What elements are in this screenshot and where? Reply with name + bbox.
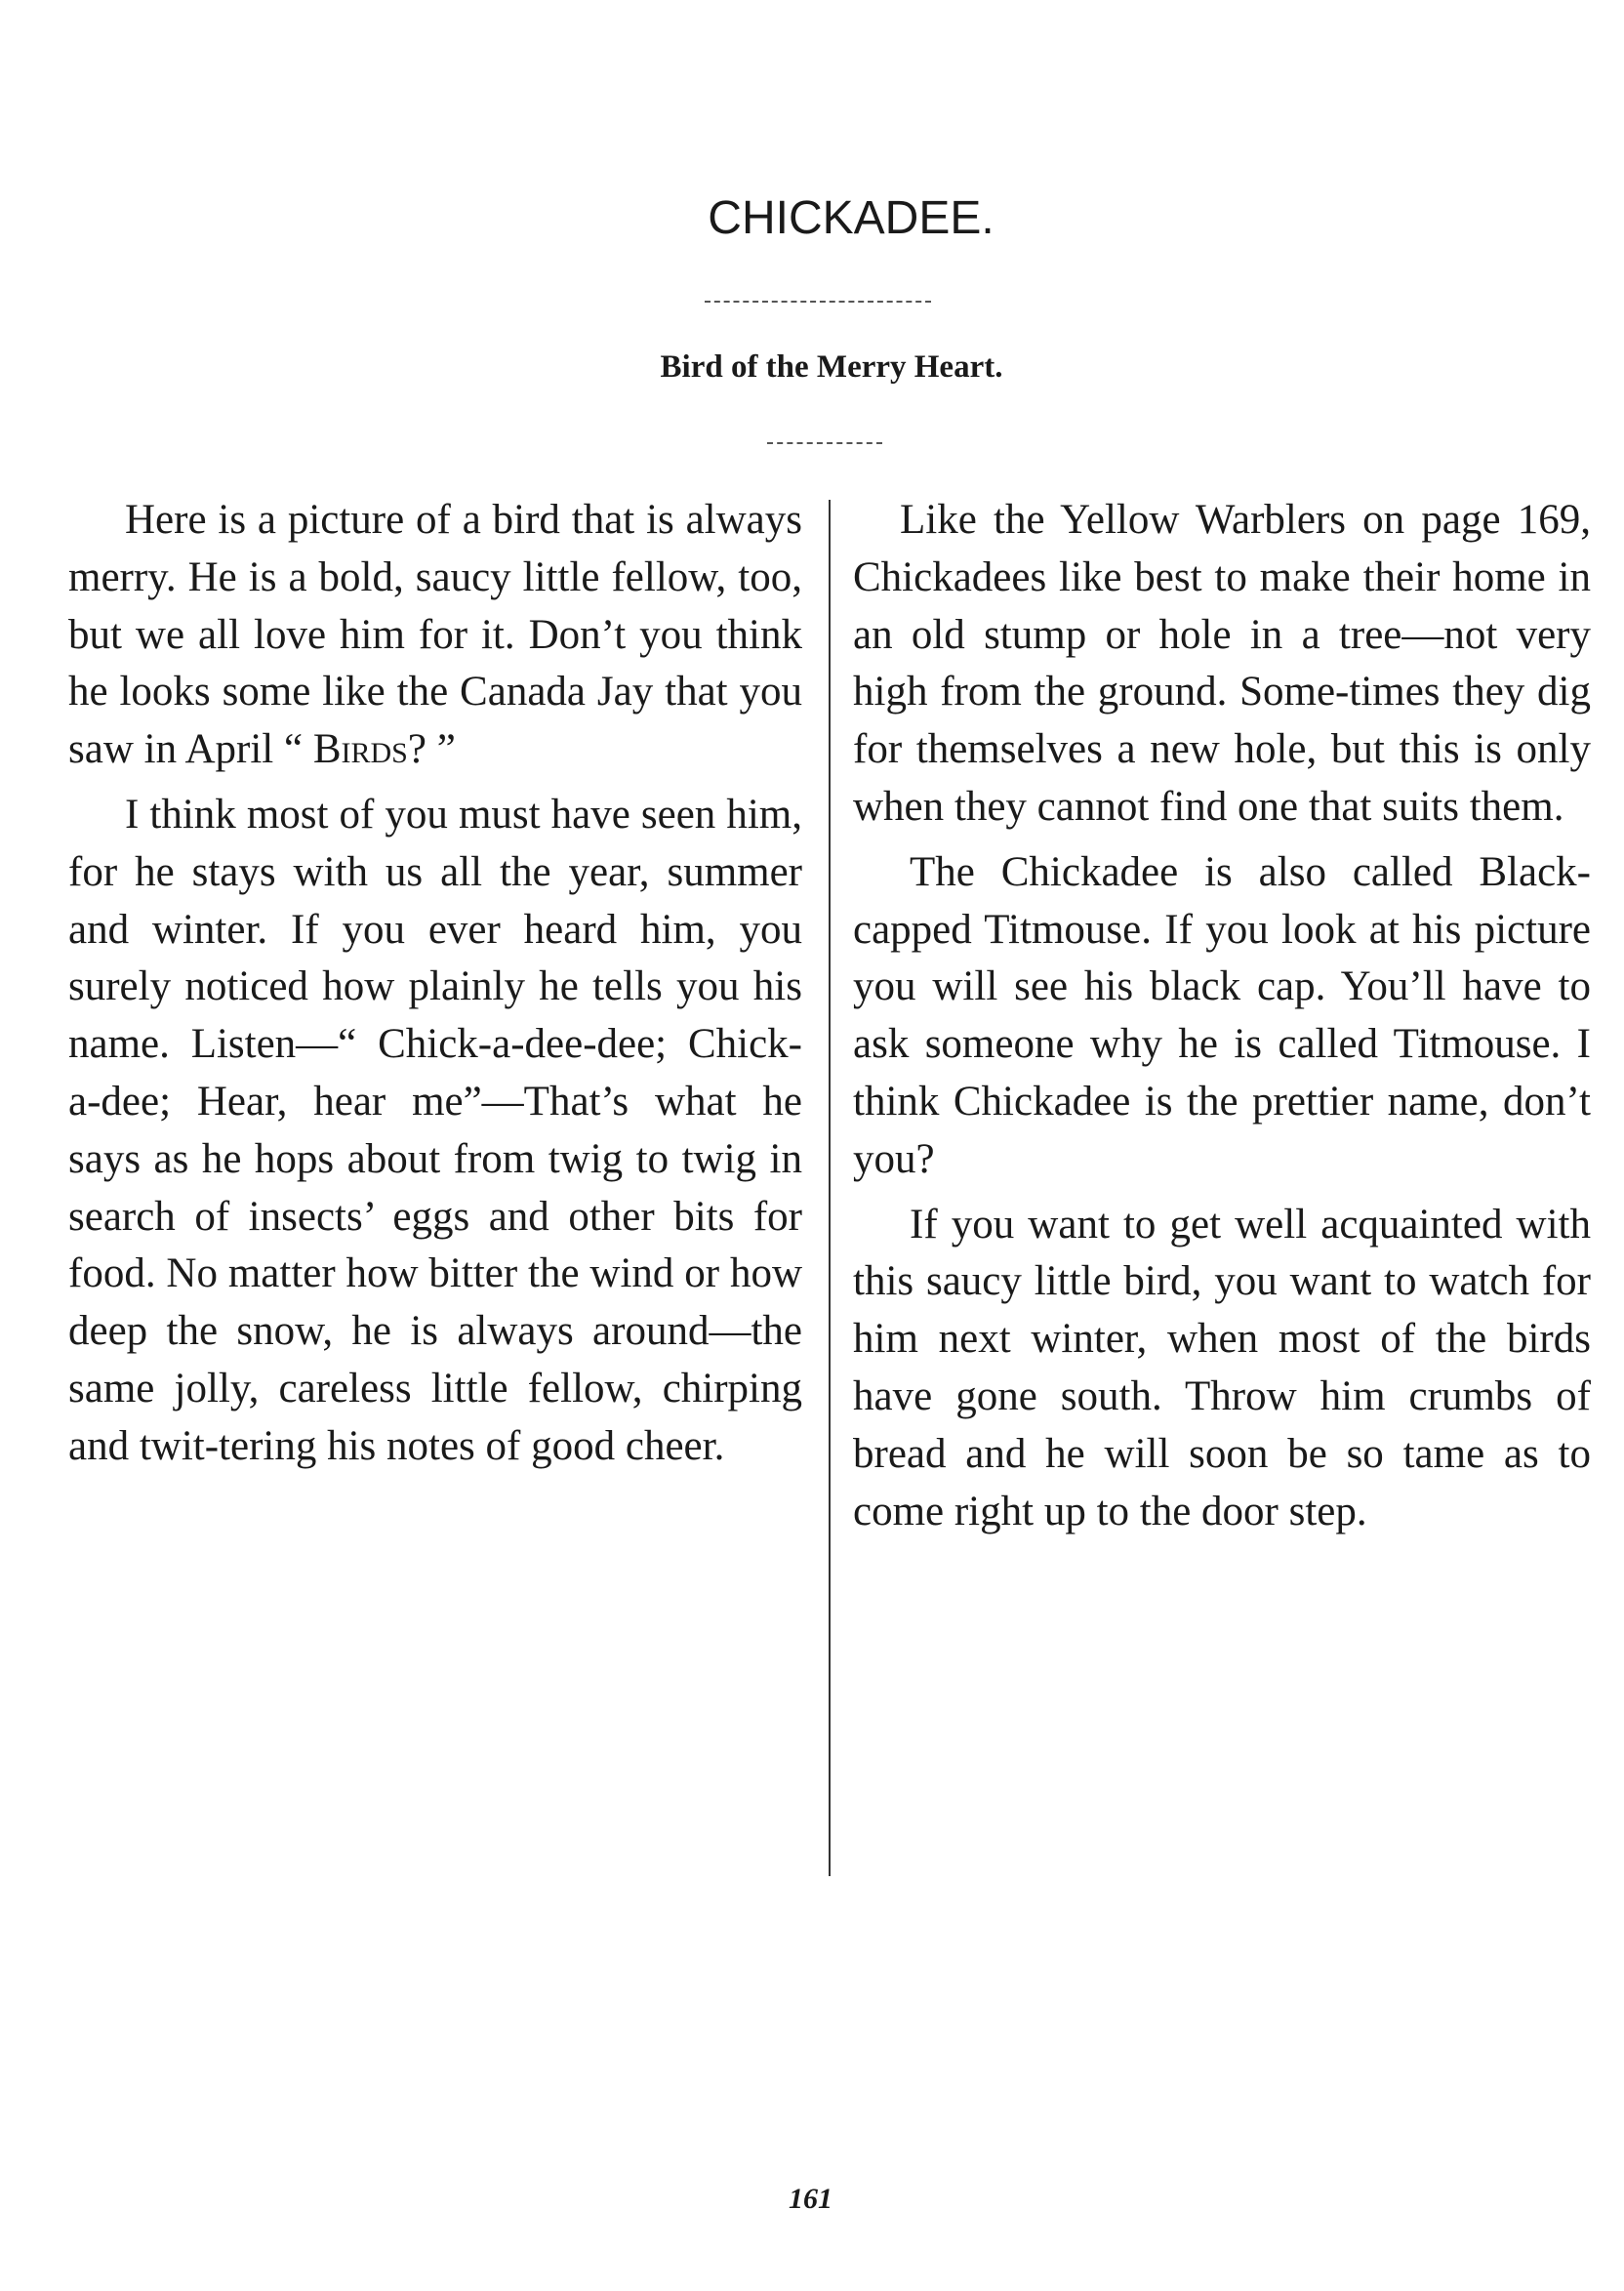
page-subtitle: Bird of the Merry Heart. bbox=[660, 349, 1003, 385]
right-column bbox=[853, 492, 1591, 1540]
right-paragraph-2: The Chickadee is also called Black-capped Titmouse. If you look at his picture you will see his black cap. You’ll have to ask someone why he is called Titmouse. I think Chickadee is the prettier name, don’t you? bbox=[853, 848, 1591, 1182]
left-paragraph-1 bbox=[68, 492, 802, 779]
left-column bbox=[68, 492, 802, 1476]
title-divider bbox=[705, 301, 931, 303]
page-title: CHICKADEE. bbox=[708, 192, 995, 244]
left-paragraph-2: I think most of you must have seen him, for he stays with us all the year, summer and winter. If you ever heard him, you surely noticed how plainly he tells you his name. Listen—“ Chick-a-dee-dee; Chick-a-dee; Hear, hear me”—That’s what he says as he hops about from twig to twig in search of insects’ eggs and other bits for food. No matter how bitter the wind or how deep the snow, he is always around—the same jolly, careless little fellow, chirping and twit-tering his notes of good cheer. bbox=[68, 791, 802, 1469]
column-divider bbox=[829, 500, 831, 1876]
right-paragraph-3: If you want to get well acquainted with this saucy little bird, you want to watch for him next winter, when most of the birds have gone south. Throw him crumbs of bread and he will soon be so tame as to come right up to the door step. bbox=[853, 1201, 1591, 1534]
left-paragraph-1-end: ” bbox=[426, 726, 456, 773]
page-number: 161 bbox=[789, 2183, 832, 2215]
left-paragraph-1-text: Here is a picture of a bird that is always merry. He is a bold, saucy little fellow, too, but we all love him for it. Don’t you think he looks some like the Canada Jay that you saw in April “ bbox=[68, 497, 802, 773]
subtitle-divider bbox=[767, 442, 882, 444]
right-paragraph-1: Like the Yellow Warblers on page 169, Chickadees like best to make their home in an old stump or hole in a tree—not very high from the ground. Some-times they dig for themselves a new hole, but this is only when they cannot find one that suits them. bbox=[853, 497, 1591, 830]
birds-magazine-title: Birds? bbox=[312, 726, 426, 773]
